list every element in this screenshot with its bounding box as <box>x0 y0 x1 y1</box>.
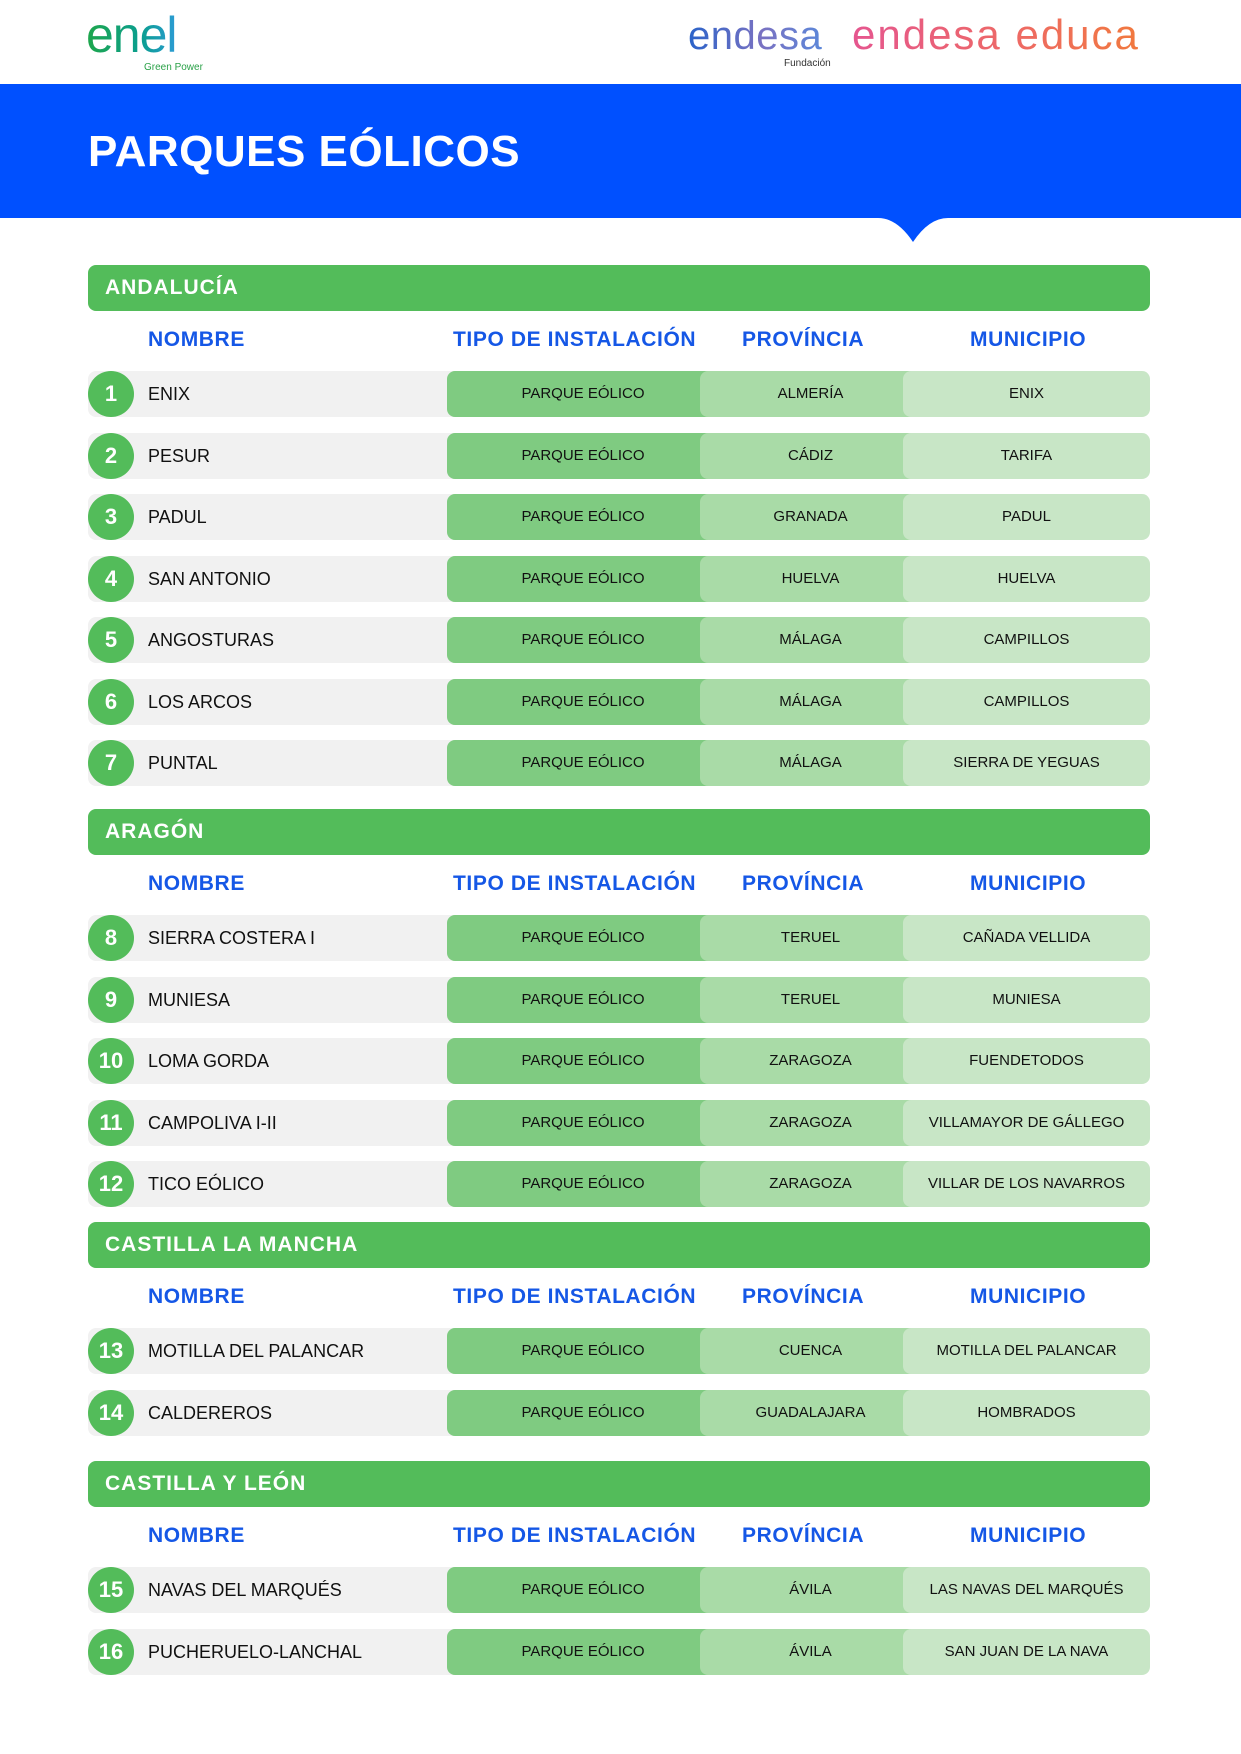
row-number-badge: 6 <box>88 679 134 725</box>
row-number-badge: 8 <box>88 915 134 961</box>
tipo-cell: PARQUE EÓLICO <box>447 433 719 479</box>
tipo-cell: PARQUE EÓLICO <box>447 915 719 961</box>
table-row <box>88 494 1150 540</box>
provincia-cell: MÁLAGA <box>700 740 921 786</box>
page-title: PARQUES EÓLICOS <box>88 127 521 176</box>
municipio-cell: CAMPILLOS <box>903 617 1150 663</box>
column-header-municipio: MUNICIPIO <box>970 1524 1087 1547</box>
municipio-cell: SAN JUAN DE LA NAVA <box>903 1629 1150 1675</box>
region-header: ARAGÓN <box>88 809 1150 855</box>
column-header-nombre: NOMBRE <box>148 1285 245 1308</box>
row-number-badge: 5 <box>88 617 134 663</box>
column-header-tipo: TIPO DE INSTALACIÓN <box>453 1524 697 1547</box>
column-header-nombre: NOMBRE <box>148 328 245 351</box>
column-headers <box>88 311 1150 371</box>
provincia-cell: ZARAGOZA <box>700 1038 921 1084</box>
column-header-nombre: NOMBRE <box>148 872 245 895</box>
table-row <box>88 1567 1150 1613</box>
tipo-cell: PARQUE EÓLICO <box>447 1161 719 1207</box>
section-aragon <box>88 809 1150 1223</box>
row-number-badge: 15 <box>88 1567 134 1613</box>
table-row <box>88 1328 1150 1374</box>
park-name: SIERRA COSTERA I <box>148 928 316 948</box>
enel-logo <box>86 7 206 76</box>
section-andalucia <box>88 265 1150 802</box>
row-number-badge: 16 <box>88 1629 134 1675</box>
column-header-provincia: PROVÍNCIA <box>742 328 865 351</box>
park-name: LOMA GORDA <box>148 1051 270 1071</box>
column-header-municipio: MUNICIPIO <box>970 1285 1087 1308</box>
municipio-cell: VILLAMAYOR DE GÁLLEGO <box>903 1100 1150 1146</box>
row-number-badge: 7 <box>88 740 134 786</box>
table-row <box>88 1100 1150 1146</box>
tipo-cell: PARQUE EÓLICO <box>447 740 719 786</box>
provincia-cell: TERUEL <box>700 977 921 1023</box>
region-header: CASTILLA LA MANCHA <box>88 1222 1150 1268</box>
row-number-badge: 11 <box>88 1100 134 1146</box>
provincia-cell: ALMERÍA <box>700 371 921 417</box>
tipo-cell: PARQUE EÓLICO <box>447 556 719 602</box>
logo-bar <box>0 0 1241 84</box>
park-name: PUCHERUELO-LANCHAL <box>148 1641 363 1662</box>
section-castilla-y-leon <box>88 1461 1150 1690</box>
park-name: NAVAS DEL MARQUÉS <box>148 1580 342 1600</box>
column-header-tipo: TIPO DE INSTALACIÓN <box>453 1285 697 1308</box>
endesa-logo <box>688 16 838 72</box>
tipo-cell: PARQUE EÓLICO <box>447 1629 719 1675</box>
name-cell <box>88 1100 468 1146</box>
provincia-cell: ÁVILA <box>700 1567 921 1613</box>
municipio-cell: CAÑADA VELLIDA <box>903 915 1150 961</box>
tipo-cell: PARQUE EÓLICO <box>447 494 719 540</box>
municipio-cell: PADUL <box>903 494 1150 540</box>
provincia-cell: GUADALAJARA <box>700 1390 921 1436</box>
municipio-cell: FUENDETODOS <box>903 1038 1150 1084</box>
table-row <box>88 740 1150 786</box>
column-header-provincia: PROVÍNCIA <box>742 1285 865 1308</box>
park-name: PUNTAL <box>148 753 218 773</box>
municipio-cell: CAMPILLOS <box>903 679 1150 725</box>
municipio-cell: VILLAR DE LOS NAVARROS <box>903 1161 1150 1207</box>
municipio-cell: LAS NAVAS DEL MARQUÉS <box>903 1567 1150 1613</box>
table-row <box>88 433 1150 479</box>
park-name: TICO EÓLICO <box>148 1174 265 1194</box>
table-row <box>88 556 1150 602</box>
row-number-badge: 2 <box>88 433 134 479</box>
tipo-cell: PARQUE EÓLICO <box>447 617 719 663</box>
column-header-municipio: MUNICIPIO <box>970 872 1087 895</box>
name-cell <box>88 1038 468 1084</box>
endesa-wordmark: endesa <box>688 14 823 58</box>
park-name: PADUL <box>148 507 207 527</box>
municipio-cell: ENIX <box>903 371 1150 417</box>
provincia-cell: CUENCA <box>700 1328 921 1374</box>
endesa-educa-logo: endesa educa <box>852 11 1140 58</box>
enel-wordmark: enel <box>86 7 177 63</box>
table-row <box>88 1390 1150 1436</box>
tipo-cell: PARQUE EÓLICO <box>447 1567 719 1613</box>
provincia-cell: ZARAGOZA <box>700 1100 921 1146</box>
table-row <box>88 977 1150 1023</box>
row-number-badge: 13 <box>88 1328 134 1374</box>
tipo-cell: PARQUE EÓLICO <box>447 1390 719 1436</box>
column-header-tipo: TIPO DE INSTALACIÓN <box>453 328 697 351</box>
column-header-provincia: PROVÍNCIA <box>742 1524 865 1547</box>
section-castilla-la-mancha <box>88 1222 1150 1451</box>
column-headers <box>88 1507 1150 1567</box>
park-name: ENIX <box>148 384 191 404</box>
municipio-cell: HUELVA <box>903 556 1150 602</box>
row-number-badge: 1 <box>88 371 134 417</box>
name-cell <box>88 433 468 479</box>
tipo-cell: PARQUE EÓLICO <box>447 977 719 1023</box>
column-headers <box>88 855 1150 915</box>
park-name: LOS ARCOS <box>148 691 253 712</box>
park-name: ANGOSTURAS <box>148 630 275 650</box>
name-cell <box>88 1161 468 1207</box>
provincia-cell: ZARAGOZA <box>700 1161 921 1207</box>
column-header-municipio: MUNICIPIO <box>970 328 1087 351</box>
column-header-tipo: TIPO DE INSTALACIÓN <box>453 872 697 895</box>
municipio-cell: HOMBRADOS <box>903 1390 1150 1436</box>
region-header: CASTILLA Y LEÓN <box>88 1461 1150 1507</box>
table-row <box>88 915 1150 961</box>
municipio-cell: SIERRA DE YEGUAS <box>903 740 1150 786</box>
region-header: ANDALUCÍA <box>88 265 1150 311</box>
name-cell <box>88 1390 468 1436</box>
name-cell <box>88 617 468 663</box>
row-number-badge: 9 <box>88 977 134 1023</box>
table-row <box>88 371 1150 417</box>
table-row <box>88 1629 1150 1675</box>
provincia-cell: TERUEL <box>700 915 921 961</box>
municipio-cell: MOTILLA DEL PALANCAR <box>903 1328 1150 1374</box>
column-header-nombre: NOMBRE <box>148 1524 245 1547</box>
endesa-subtitle: Fundación <box>784 58 831 69</box>
row-number-badge: 4 <box>88 556 134 602</box>
tipo-cell: PARQUE EÓLICO <box>447 1328 719 1374</box>
municipio-cell: MUNIESA <box>903 977 1150 1023</box>
name-cell <box>88 371 468 417</box>
park-name: MOTILLA DEL PALANCAR <box>148 1341 365 1361</box>
park-name: PESUR <box>148 445 211 466</box>
name-cell <box>88 977 468 1023</box>
tipo-cell: PARQUE EÓLICO <box>447 371 719 417</box>
park-name: CALDEREROS <box>148 1402 273 1423</box>
tipo-cell: PARQUE EÓLICO <box>447 1100 719 1146</box>
row-number-badge: 3 <box>88 494 134 540</box>
park-name: SAN ANTONIO <box>148 568 271 589</box>
provincia-cell: CÁDIZ <box>700 433 921 479</box>
name-cell <box>88 740 468 786</box>
table-row <box>88 1038 1150 1084</box>
row-number-badge: 10 <box>88 1038 134 1084</box>
row-number-badge: 12 <box>88 1161 134 1207</box>
column-headers <box>88 1268 1150 1328</box>
provincia-cell: GRANADA <box>700 494 921 540</box>
table-row <box>88 679 1150 725</box>
park-name: CAMPOLIVA I-II <box>148 1112 277 1133</box>
provincia-cell: HUELVA <box>700 556 921 602</box>
provincia-cell: MÁLAGA <box>700 617 921 663</box>
municipio-cell: TARIFA <box>903 433 1150 479</box>
name-cell <box>88 679 468 725</box>
provincia-cell: ÁVILA <box>700 1629 921 1675</box>
provincia-cell: MÁLAGA <box>700 679 921 725</box>
name-cell <box>88 494 468 540</box>
table-row <box>88 1161 1150 1207</box>
tipo-cell: PARQUE EÓLICO <box>447 679 719 725</box>
park-name: MUNIESA <box>148 989 231 1010</box>
name-cell <box>88 556 468 602</box>
column-header-provincia: PROVÍNCIA <box>742 872 865 895</box>
enel-subtitle: Green Power <box>144 62 203 73</box>
tipo-cell: PARQUE EÓLICO <box>447 1038 719 1084</box>
row-number-badge: 14 <box>88 1390 134 1436</box>
table-row <box>88 617 1150 663</box>
